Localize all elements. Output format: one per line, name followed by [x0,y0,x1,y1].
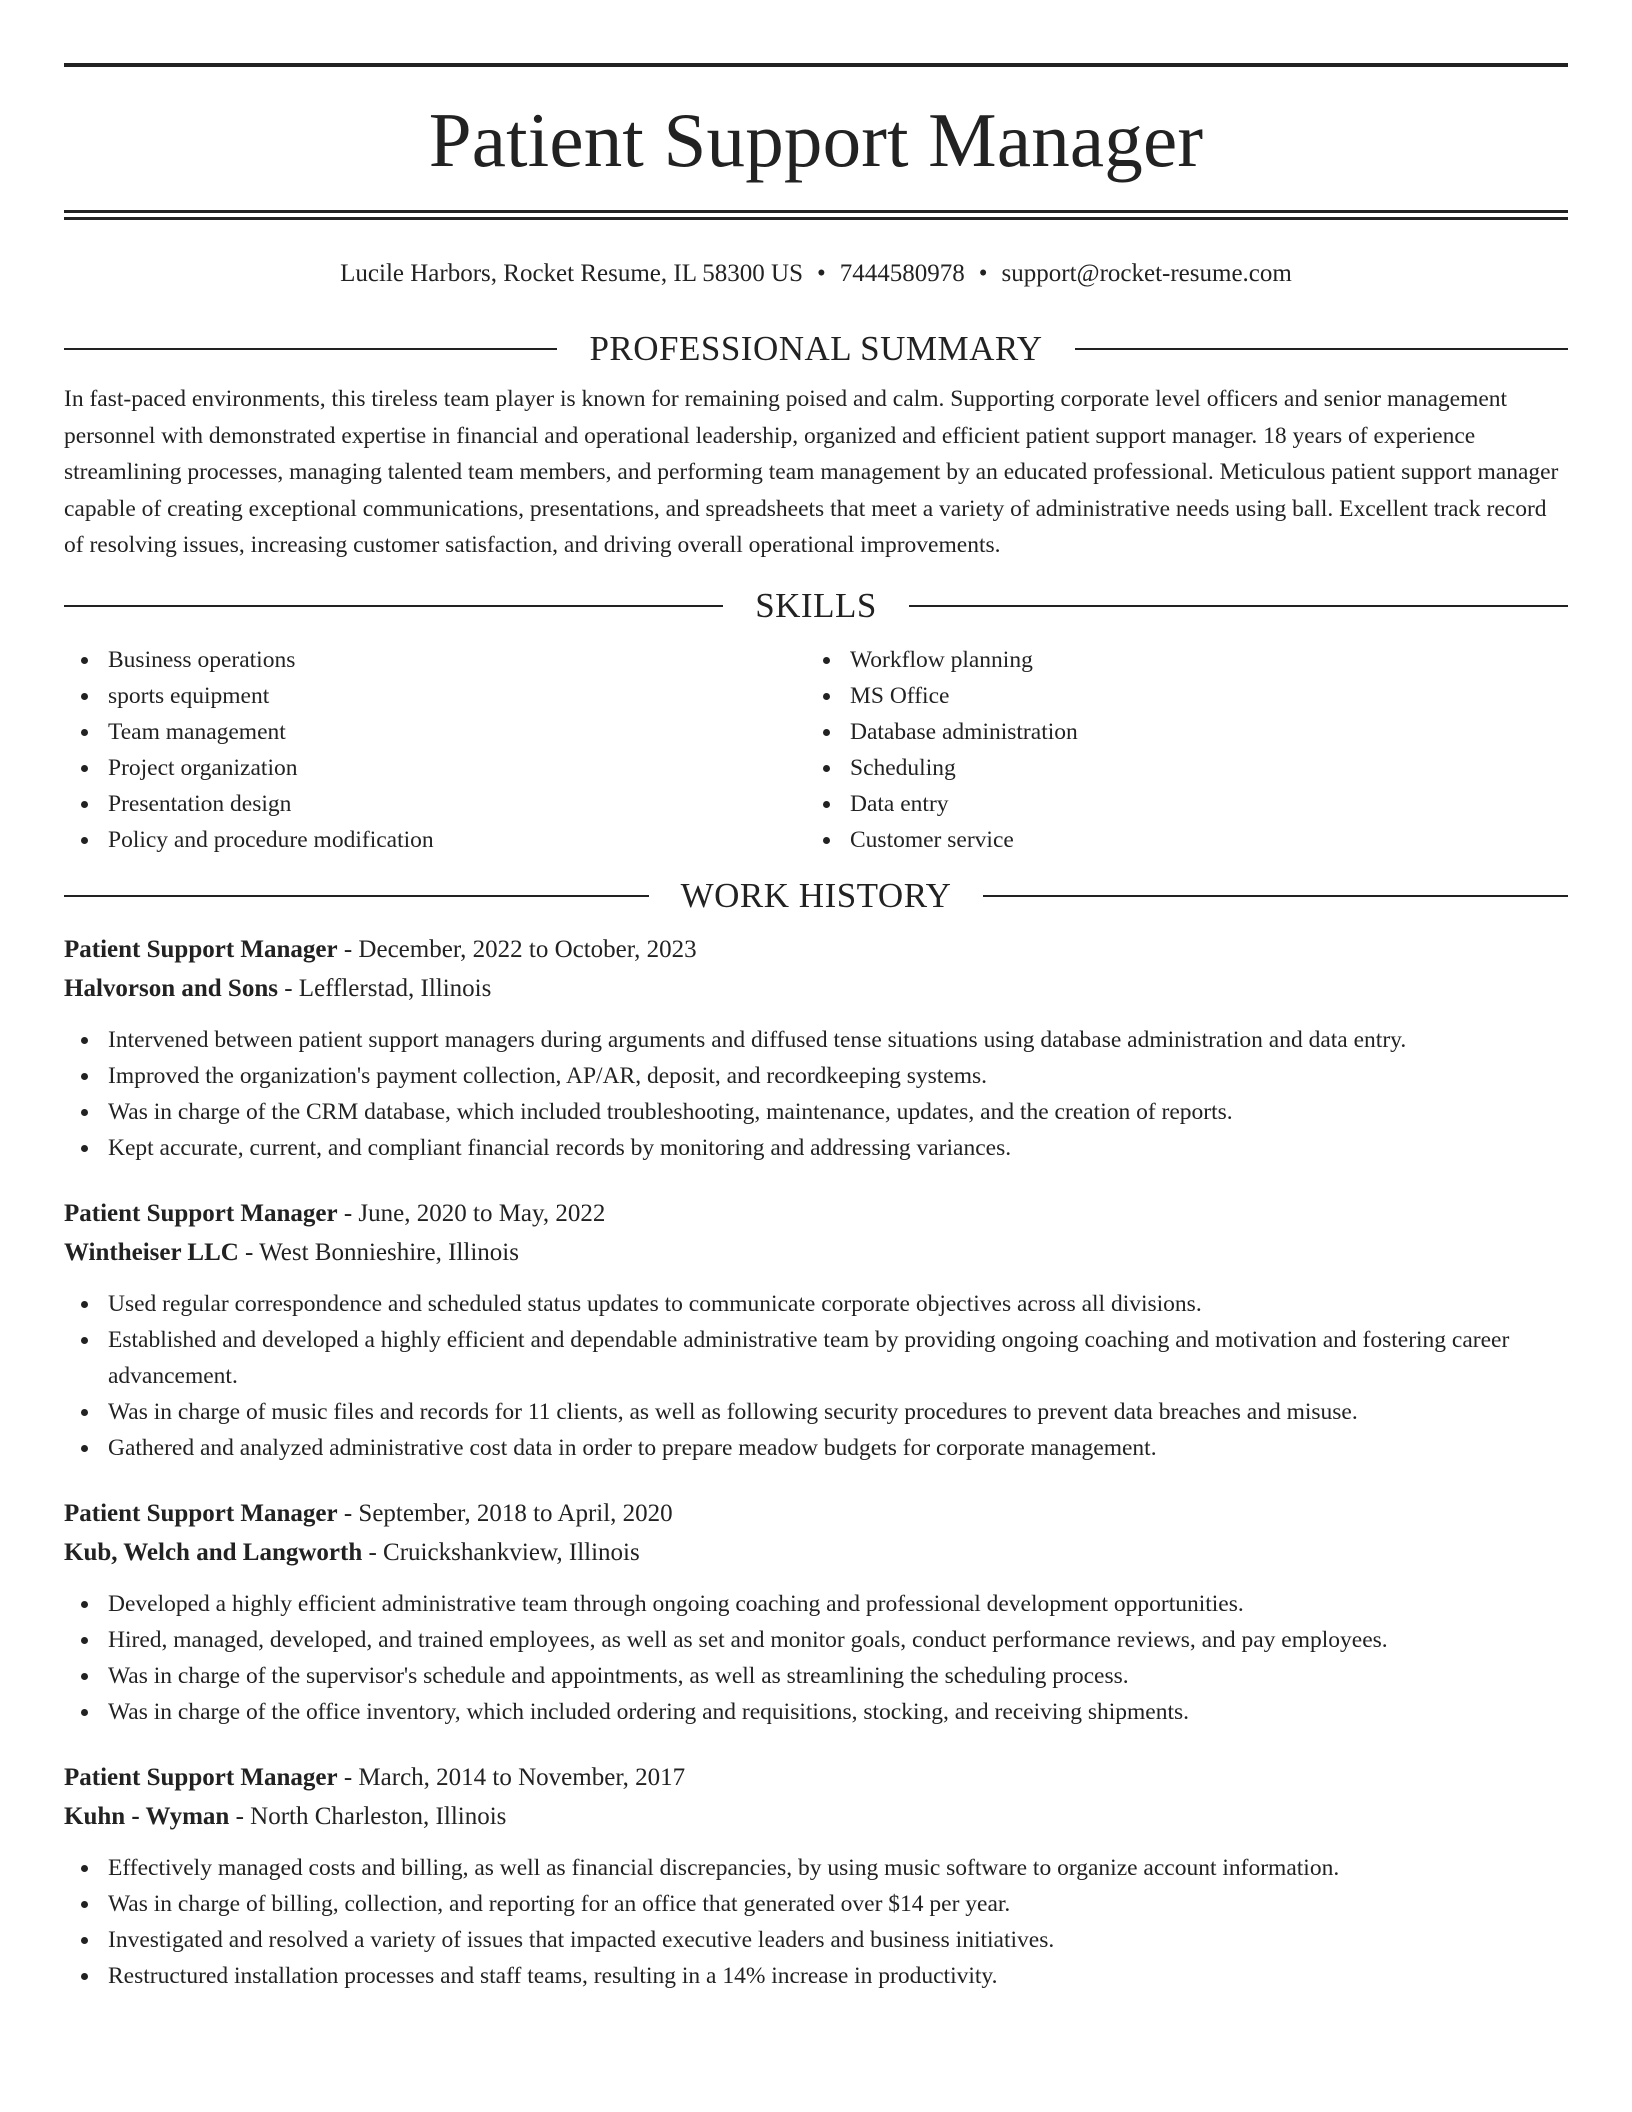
job-dates: - March, 2014 to November, 2017 [337,1763,686,1791]
job-dates: - December, 2022 to October, 2023 [337,935,697,963]
job-title-line [64,930,1568,969]
job-bullet: Effectively managed costs and billing, as well as financial discrepancies, by using music software to organize account information. [108,1850,1568,1886]
job-title: Patient Support Manager [64,1499,338,1527]
section-rule [64,895,649,897]
job-dates: - June, 2020 to May, 2022 [337,1199,606,1227]
skills-section-header [64,586,1568,626]
job-location: - Lefflerstad, Illinois [277,974,492,1002]
job-bullet: Gathered and analyzed administrative cost data in order to prepare meadow budgets for corporate management. [108,1430,1568,1466]
job-bullet: Improved the organization's payment collection, AP/AR, deposit, and recordkeeping systems. [108,1058,1568,1094]
job-bullets [64,1850,1568,1994]
job-bullet: Was in charge of music files and records for 11 clients, as well as following security procedures to prevent data breaches and misuse. [108,1394,1568,1430]
skill-item: Business operations [108,642,806,678]
job-entry [64,1494,1568,1730]
skill-item: Data entry [850,786,1548,822]
section-rule [1075,348,1568,350]
title-double-rule [64,210,1568,220]
job-bullet: Restructured installation processes and staff teams, resulting in a 14% increase in productivity. [108,1958,1568,1994]
job-title: Patient Support Manager [64,1199,338,1227]
work-heading: WORK HISTORY [680,875,952,915]
job-bullet: Was in charge of the supervisor's schedule and appointments, as well as streamlining the scheduling process. [108,1658,1568,1694]
job-bullet: Investigated and resolved a variety of issues that impacted executive leaders and business initiatives. [108,1922,1568,1958]
section-rule [64,605,723,607]
page-title: Patient Support Manager [428,97,1204,183]
job-bullet: Kept accurate, current, and compliant financial records by monitoring and addressing variances. [108,1130,1568,1166]
job-entry [64,1758,1568,1994]
job-company: Halvorson and Sons [64,974,278,1002]
job-company: Wintheiser LLC [64,1238,239,1266]
job-bullet: Was in charge of the office inventory, which included ordering and requisitions, stocking, and receiving shipments. [108,1694,1568,1730]
summary-text: In fast-paced environments, this tireless team player is known for remaining poised and calm. Supporting corporate level officers and senior management personnel with demonstrated expertise in financial and operational leadership, organized and efficient patient support manager. 18 years of experience streamlining processes, managing talented team members, and performing team management by an educated professional. Meticulous patient support manager capable of creating exceptional communications, presentations, and spreadsheets that meet a variety of administrative needs using ball. Excellent track record of resolving issues, increasing customer satisfaction, and driving overall operational improvements. [64,386,1559,558]
skills-list [64,642,1568,858]
section-rule [983,895,1568,897]
skills-heading: SKILLS [755,585,877,625]
top-rule [64,63,1568,67]
job-bullet: Intervened between patient support managers during arguments and diffused tense situations using database administration and data entry. [108,1022,1568,1058]
contact-separator: • [978,260,988,287]
skill-item: sports equipment [108,678,806,714]
job-bullet: Used regular correspondence and scheduled status updates to communicate corporate objectives across all divisions. [108,1286,1568,1322]
job-company: Kuhn - Wyman [64,1802,230,1830]
job-entry [64,1194,1568,1466]
job-location: - Cruickshankview, Illinois [362,1538,640,1566]
job-title: Patient Support Manager [64,1763,338,1791]
skill-item: Scheduling [850,750,1548,786]
job-bullet: Was in charge of billing, collection, and reporting for an office that generated over $14 per year. [108,1886,1568,1922]
job-bullets [64,1586,1568,1730]
skill-item: MS Office [850,678,1548,714]
job-company: Kub, Welch and Langworth [64,1538,363,1566]
skill-item: Team management [108,714,806,750]
skill-item: Policy and procedure modification [108,822,806,858]
job-bullet: Developed a highly efficient administrative team through ongoing coaching and professional development opportunities. [108,1586,1568,1622]
skill-item: Customer service [850,822,1548,858]
job-company-line [64,1797,1568,1836]
job-title: Patient Support Manager [64,935,338,963]
work-section-header [64,876,1568,916]
job-bullets [64,1022,1568,1166]
skill-item: Database administration [850,714,1548,750]
summary-heading: PROFESSIONAL SUMMARY [589,329,1043,368]
job-location: - North Charleston, Illinois [229,1802,507,1830]
skill-item: Workflow planning [850,642,1548,678]
section-rule [64,348,557,350]
job-company-line [64,969,1568,1008]
job-title-line [64,1494,1568,1533]
job-location: - West Bonnieshire, Illinois [238,1238,519,1266]
job-title-line [64,1194,1568,1233]
job-bullet: Hired, managed, developed, and trained employees, as well as set and monitor goals, conduct performance reviews, and pay employees. [108,1622,1568,1658]
contact-email: support@rocket-resume.com [1001,260,1292,287]
skill-item: Project organization [108,750,806,786]
job-company-line [64,1533,1568,1572]
work-history-list [64,930,1568,1994]
job-bullet: Was in charge of the CRM database, which included troubleshooting, maintenance, updates, and the creation of reports. [108,1094,1568,1130]
contact-separator: • [817,260,826,287]
contact-phone: 7444580978 [839,260,965,287]
skills-column-left [64,642,806,858]
job-bullet: Established and developed a highly efficient and dependable administrative team by providing ongoing coaching and motivation and fostering career advancement. [108,1322,1568,1394]
summary-section-header [64,329,1568,369]
contact-line [64,257,1568,297]
job-title-line [64,1758,1568,1797]
job-dates: - September, 2018 to April, 2020 [337,1499,673,1527]
job-company-line [64,1233,1568,1272]
contact-address: Lucile Harbors, Rocket Resume, IL 58300 US [340,260,804,287]
section-rule [909,605,1568,607]
job-bullets [64,1286,1568,1466]
skill-item: Presentation design [108,786,806,822]
job-entry [64,930,1568,1166]
skills-column-right [806,642,1548,858]
